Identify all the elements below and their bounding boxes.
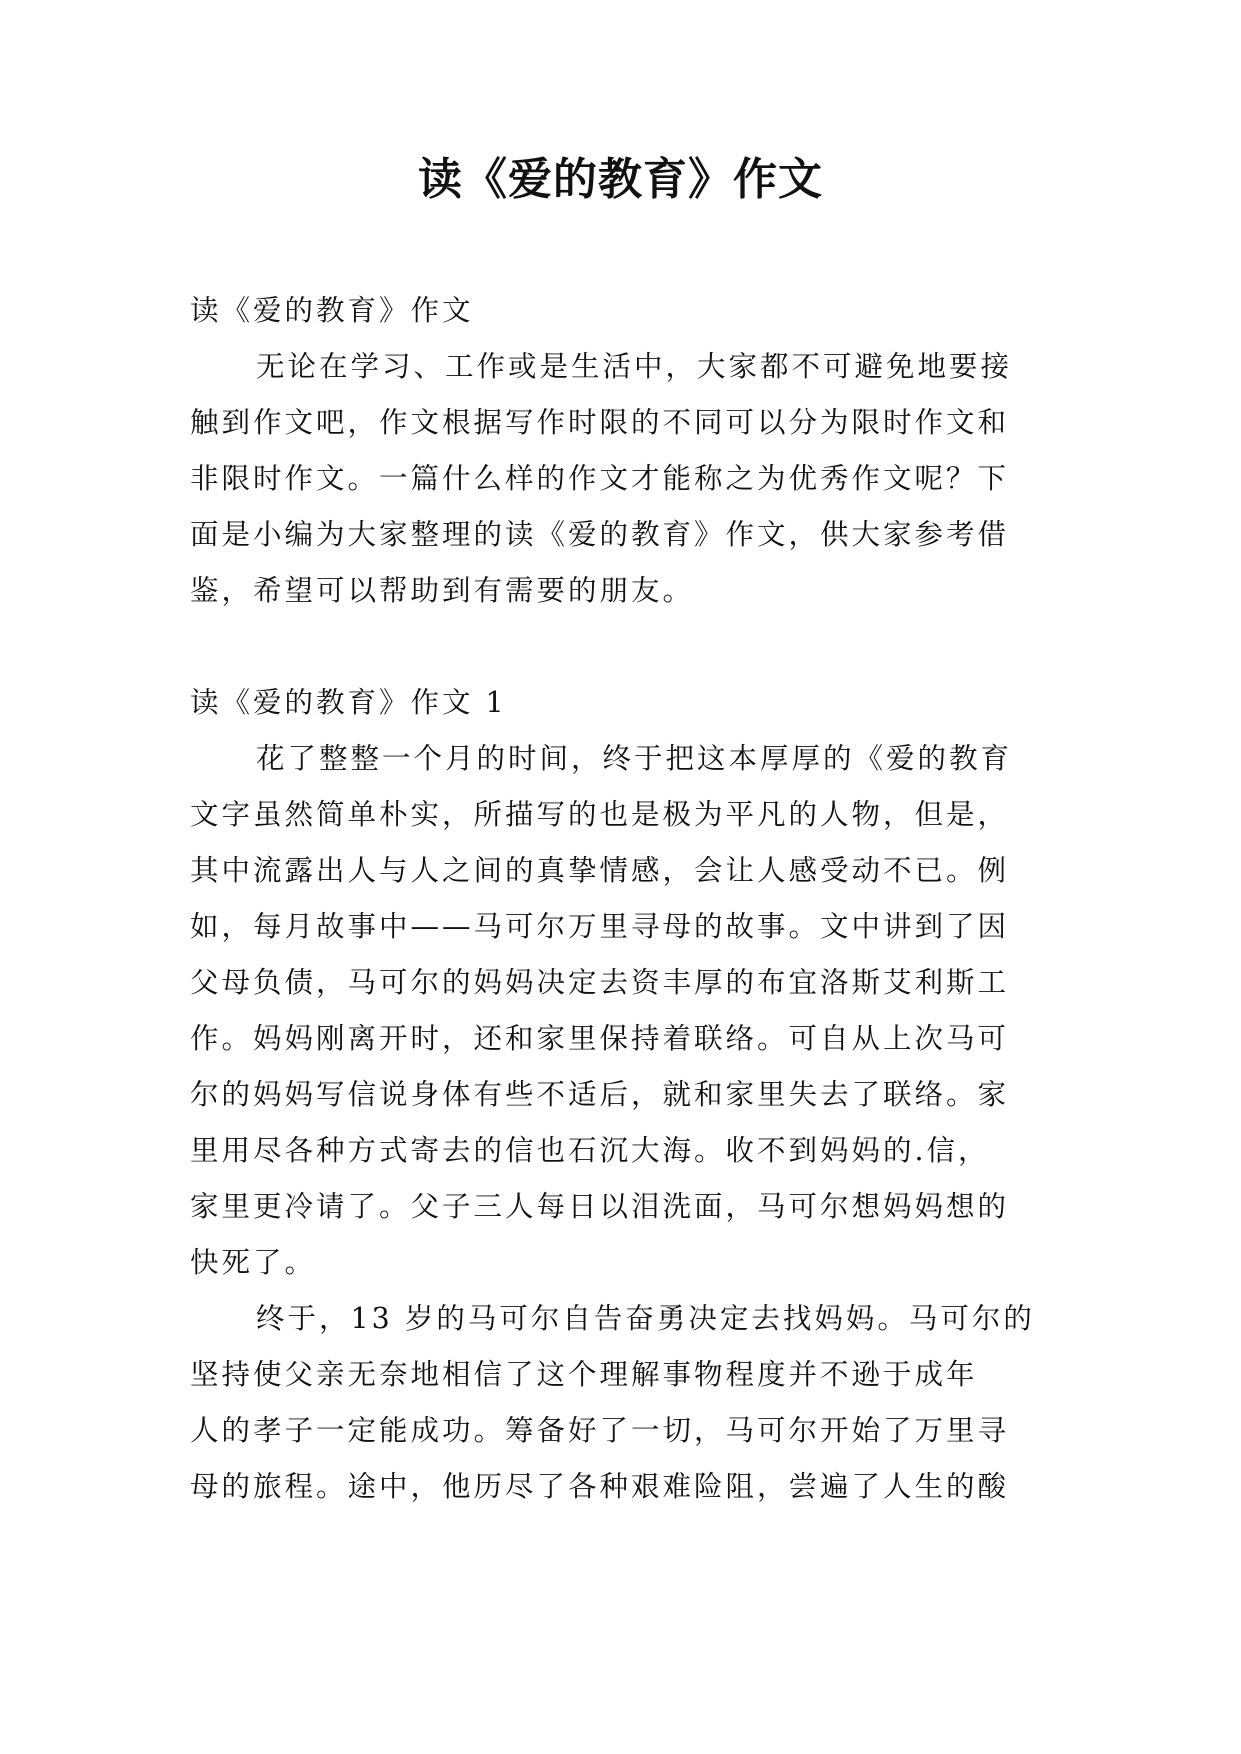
paragraph-line: 花了整整一个月的时间，终于把这本厚厚的《爱的教育 bbox=[256, 742, 1013, 775]
section-heading: 读《爱的教育》作文 1 bbox=[190, 686, 507, 719]
essay-paragraph-1 bbox=[190, 731, 1060, 1291]
paragraph-line: 面是小编为大家整理的读《爱的教育》作文，供大家参考借 bbox=[190, 518, 1010, 551]
subtitle: 读《爱的教育》作文 bbox=[190, 294, 474, 327]
paragraph-line: 如，每月故事中——马可尔万里寻母的故事。文中讲到了因 bbox=[190, 910, 1010, 943]
paragraph-line: 快死了。 bbox=[190, 1246, 317, 1279]
paragraph-line: 其中流露出人与人之间的真挚情感，会让人感受动不已。例 bbox=[190, 854, 1010, 887]
paragraph-line: 触到作文吧，作文根据写作时限的不同可以分为限时作文和 bbox=[190, 406, 1010, 439]
paragraph-line: 无论在学习、工作或是生活中，大家都不可避免地要接 bbox=[256, 350, 1013, 383]
paragraph-line: 人的孝子一定能成功。筹备好了一切，马可尔开始了万里寻 bbox=[190, 1414, 1010, 1447]
paragraph-line: 家里更冷请了。父子三人每日以泪洗面，马可尔想妈妈想的 bbox=[190, 1190, 1010, 1223]
intro-paragraph bbox=[190, 339, 1060, 619]
paragraph-gap bbox=[190, 619, 1060, 675]
paragraph-line: 非限时作文。一篇什么样的作文才能称之为优秀作文呢？下 bbox=[190, 462, 1010, 495]
paragraph-line: 鉴，希望可以帮助到有需要的朋友。 bbox=[190, 574, 695, 607]
paragraph-line: 父母负债，马可尔的妈妈决定去资丰厚的布宜洛斯艾利斯工 bbox=[190, 966, 1010, 999]
paragraph-line: 终于，13 岁的马可尔自告奋勇决定去找妈妈。马可尔的 bbox=[256, 1302, 1035, 1335]
paragraph-line: 尔的妈妈写信说身体有些不适后，就和家里失去了联络。家 bbox=[190, 1078, 1010, 1111]
document-body bbox=[190, 283, 1060, 1515]
paragraph-line: 文字虽然简单朴实，所描写的也是极为平凡的人物，但是， bbox=[190, 798, 1010, 831]
paragraph-line: 作。妈妈刚离开时，还和家里保持着联络。可自从上次马可 bbox=[190, 1022, 1010, 1055]
document-title: 读《爱的教育》作文 bbox=[418, 154, 823, 205]
paragraph-line: 里用尽各种方式寄去的信也石沉大海。收不到妈妈的.信， bbox=[190, 1134, 990, 1167]
paragraph-line: 母的旅程。途中，他历尽了各种艰难险阻，尝遍了人生的酸 bbox=[190, 1470, 1010, 1503]
paragraph-line: 坚持使父亲无奈地相信了这个理解事物程度并不逊于成年 bbox=[190, 1358, 978, 1391]
essay-paragraph-2 bbox=[190, 1291, 1060, 1515]
